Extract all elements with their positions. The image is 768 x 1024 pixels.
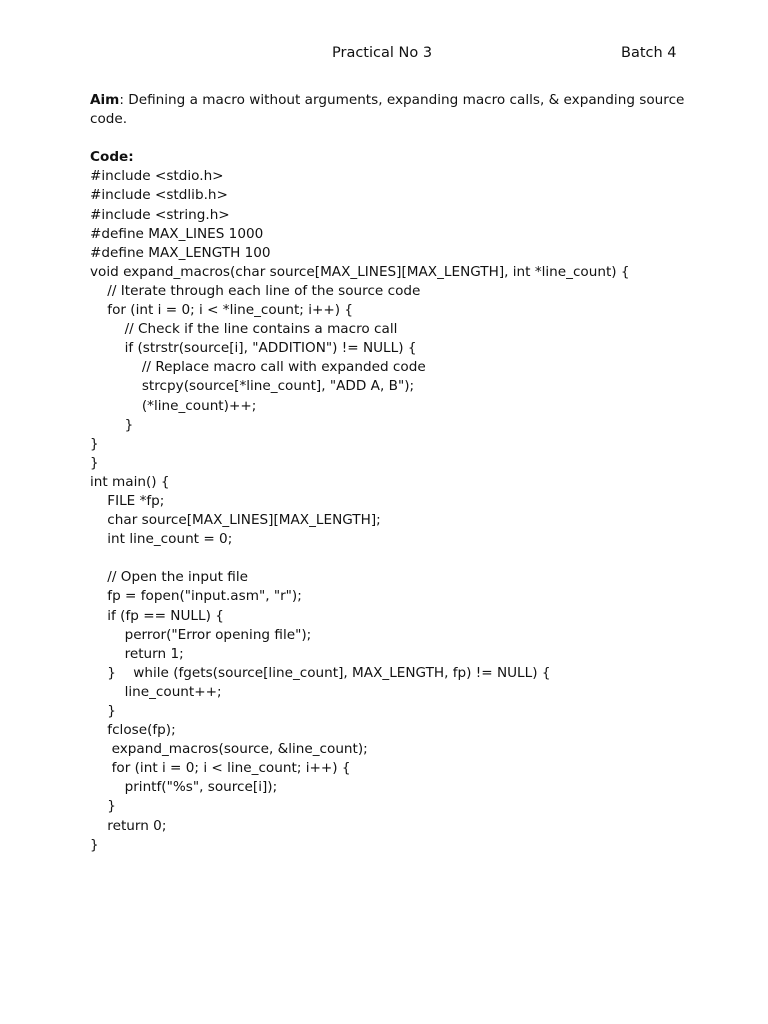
code-line: strcpy(source[*line_count], "ADD A, B"); — [90, 378, 415, 395]
code-line: } — [90, 435, 99, 452]
code-line: // Check if the line contains a macro call — [90, 321, 398, 338]
code-line: #define MAX_LINES 1000 — [90, 225, 264, 242]
code-line: line_count++; — [90, 683, 222, 700]
code-line: char source[MAX_LINES][MAX_LENGTH]; — [90, 512, 381, 529]
code-line: (*line_count)++; — [90, 397, 257, 414]
code-line: void expand_macros(char source[MAX_LINES][MAX_LENGTH], int *line_count) { — [90, 263, 630, 280]
aim-paragraph — [90, 91, 690, 129]
code-line: if (fp == NULL) { — [90, 607, 224, 624]
code-line: expand_macros(source, &line_count); — [90, 741, 368, 758]
code-line: fclose(fp); — [90, 722, 176, 739]
code-line: // Iterate through each line of the source code — [90, 282, 421, 299]
code-line: } — [90, 836, 99, 853]
code-line: #include <stdio.h> — [90, 168, 224, 185]
code-line: FILE *fp; — [90, 492, 165, 509]
code-line: #include <string.h> — [90, 206, 230, 223]
code-line: return 1; — [90, 645, 184, 662]
document-body — [90, 91, 690, 855]
code-line: return 0; — [90, 817, 167, 834]
batch-label: Batch 4 — [621, 45, 677, 61]
aim-text: : Defining a macro without arguments, expanding macro calls, & expanding source code. — [90, 92, 685, 128]
code-line: } — [90, 798, 116, 815]
code-line — [90, 549, 690, 568]
code-line: #define MAX_LENGTH 100 — [90, 244, 271, 261]
code-line: #include <stdlib.h> — [90, 187, 228, 204]
code-line: int line_count = 0; — [90, 531, 233, 548]
code-line: perror("Error opening file"); — [90, 626, 312, 643]
code-line: // Replace macro call with expanded code — [90, 359, 426, 376]
code-line: if (strstr(source[i], "ADDITION") != NULL) { — [90, 340, 417, 357]
code-line: } — [90, 416, 134, 433]
code-line: for (int i = 0; i < *line_count; i++) { — [90, 302, 354, 319]
code-line: for (int i = 0; i < line_count; i++) { — [90, 760, 351, 777]
code-line: } — [90, 454, 99, 471]
code-label: Code: — [90, 149, 134, 166]
page-header — [0, 45, 768, 65]
code-line: // Open the input file — [90, 569, 249, 586]
code-line: printf("%s", source[i]); — [90, 779, 278, 796]
code-line: } while (fgets(source[line_count], MAX_LENGTH, fp) != NULL) { — [90, 664, 551, 681]
code-line: } — [90, 703, 116, 719]
code-line: int main() { — [90, 473, 170, 490]
aim-label: Aim — [90, 92, 120, 108]
practical-title: Practical No 3 — [332, 45, 433, 61]
code-line: fp = fopen("input.asm", "r"); — [90, 588, 302, 605]
code-block — [90, 167, 690, 854]
